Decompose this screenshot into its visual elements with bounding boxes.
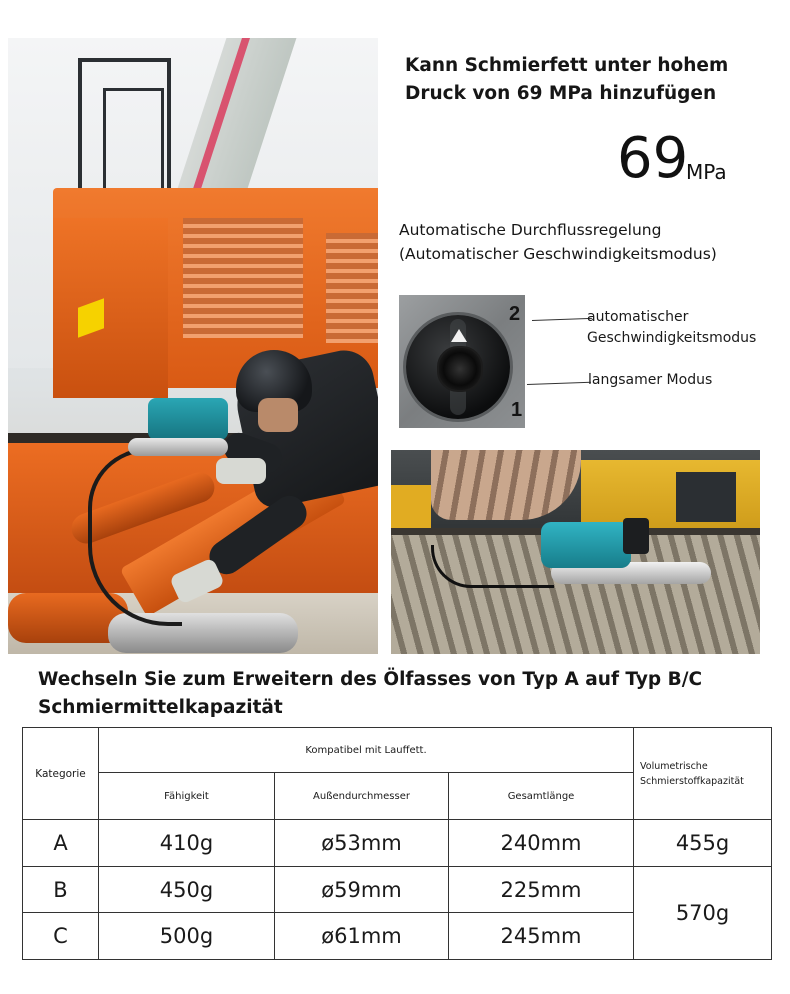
header-volume <box>634 728 772 820</box>
row-capacity: 410g <box>99 820 275 867</box>
mode-dial-photo <box>399 295 525 428</box>
pressure-heading-line1: Kann Schmierfett unter hohem <box>405 55 729 76</box>
header-volume-line1: Volumetrische <box>640 760 708 772</box>
header-category: Kategorie <box>23 728 99 820</box>
flow-heading-line1: Automatische Durchflussregelung <box>399 221 662 239</box>
flow-heading <box>399 218 789 266</box>
row-length: 245mm <box>449 913 634 960</box>
row-diameter: ø53mm <box>275 820 449 867</box>
callout-auto-line1: automatischer <box>587 309 689 325</box>
row-category: C <box>23 913 99 960</box>
dial-triangle-icon <box>451 329 467 342</box>
callout-auto-line2: Geschwindigkeitsmodus <box>587 330 757 346</box>
pressure-heading <box>405 52 785 108</box>
row-volume-a: 455g <box>634 820 772 867</box>
grease-cartridge-table <box>22 727 772 960</box>
row-diameter: ø59mm <box>275 867 449 913</box>
dial-center-icon <box>437 346 483 392</box>
dial-position-2: 2 <box>509 303 521 325</box>
header-diameter: Außendurchmesser <box>275 773 449 820</box>
row-category: A <box>23 820 99 867</box>
row-capacity: 450g <box>99 867 275 913</box>
header-compatible: Kompatibel mit Lauffett. <box>99 728 634 773</box>
callout-auto-mode <box>587 307 756 349</box>
pressure-heading-line2: Druck von 69 MPa hinzufügen <box>405 83 717 104</box>
pressure-unit: MPa <box>686 160 727 184</box>
table-row <box>23 867 772 913</box>
header-length: Gesamtlänge <box>449 773 634 820</box>
row-length: 225mm <box>449 867 634 913</box>
table-row <box>23 820 772 867</box>
row-length: 240mm <box>449 820 634 867</box>
header-volume-line2: Schmierstoffkapazität <box>640 775 744 787</box>
pressure-value: 69 <box>617 126 689 191</box>
capacity-heading-line2: Schmiermittelkapazität <box>38 697 283 718</box>
capacity-heading <box>38 666 788 722</box>
crawler-photo <box>391 450 760 654</box>
excavator-photo <box>8 38 378 654</box>
callout-line-slow <box>527 382 591 385</box>
row-diameter: ø61mm <box>275 913 449 960</box>
dial-position-1: 1 <box>511 399 523 421</box>
capacity-heading-line1: Wechseln Sie zum Erweitern des Ölfasses von Typ A auf Typ B/C <box>38 669 703 690</box>
flow-heading-line2: (Automatischer Geschwindigkeitsmodus) <box>399 245 717 263</box>
row-category: B <box>23 867 99 913</box>
callout-slow-mode: langsamer Modus <box>588 372 713 388</box>
row-capacity: 500g <box>99 913 275 960</box>
mode-dial-knob <box>406 315 510 419</box>
header-capacity: Fähigkeit <box>99 773 275 820</box>
callout-line-auto <box>532 318 592 321</box>
row-volume-bc: 570g <box>634 867 772 960</box>
